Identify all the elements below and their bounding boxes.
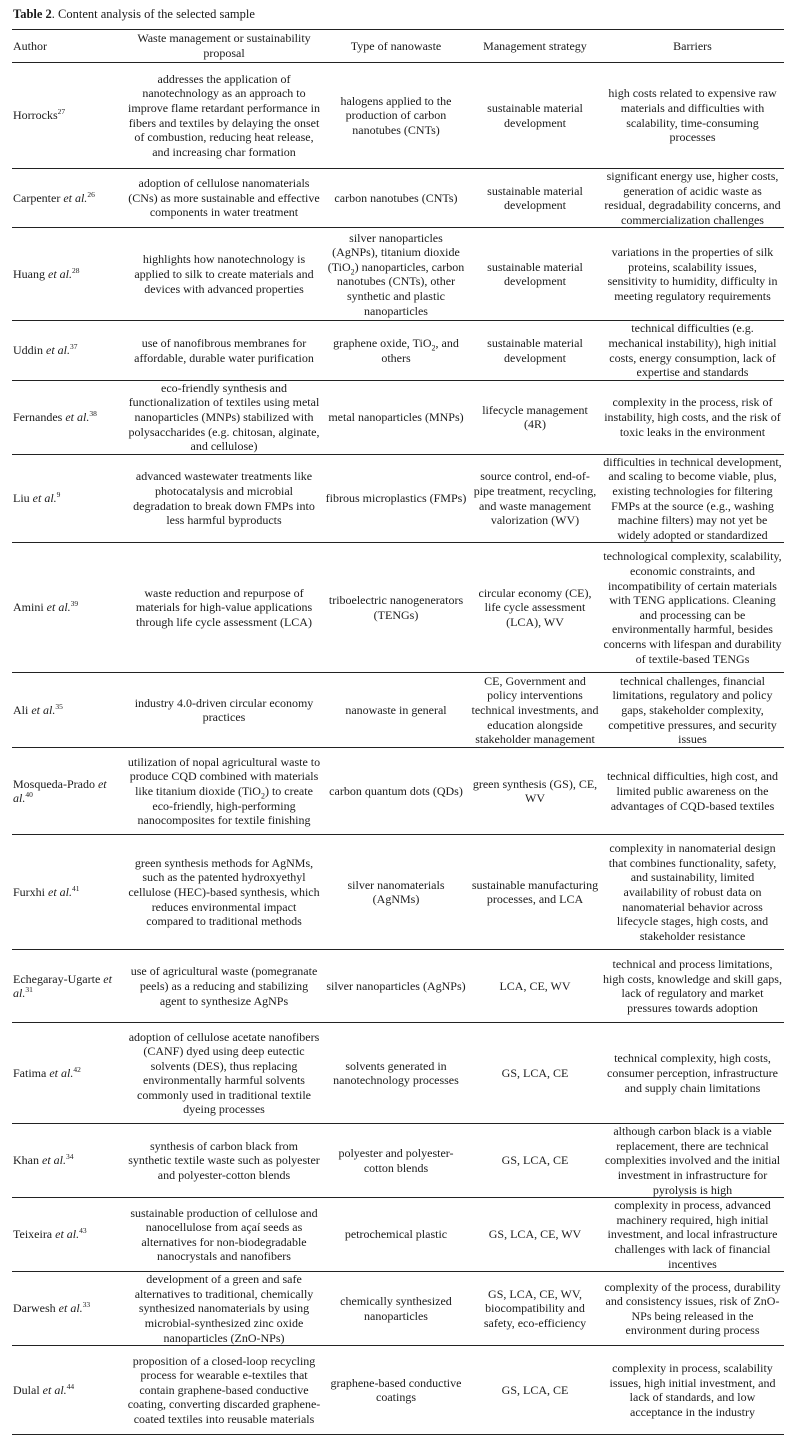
cell-barriers: high costs related to expensive raw materials and difficulties with scalability, time-consuming processes [601, 63, 784, 169]
author-name: Liu [13, 491, 33, 506]
author-etal: et al. [48, 267, 72, 282]
table-row [12, 748, 784, 835]
cell-barriers: complexity in nanomaterial design that combines functionality, safety, and sustainability, limited availability of robust data on nanomaterial behavior across lifecycle stages, high costs, and stakeholder resistance [601, 835, 784, 950]
cell-author [12, 228, 125, 321]
cell-type: graphene-based conductive coatings [323, 1346, 469, 1435]
cell-type [323, 228, 469, 321]
cell-author [12, 380, 125, 454]
cell-type: polyester and polyester-cotton blends [323, 1124, 469, 1198]
reference-number: 9 [56, 490, 61, 500]
cell-proposal: eco-friendly synthesis and functionalization of textiles using metal nanoparticles (MNPs) stabilized with polysaccharides (e.g. chitosan, alginate, and cellulose) [125, 380, 323, 454]
cell-barriers: technical complexity, high costs, consumer perception, infrastructure and supply chain limitations [601, 1023, 784, 1124]
cell-type: silver nanomaterials (AgNMs) [323, 835, 469, 950]
table-row [12, 169, 784, 228]
cell-proposal: industry 4.0-driven circular economy practices [125, 673, 323, 748]
cell-author [12, 1124, 125, 1198]
author-etal: et al. [31, 702, 56, 717]
cell-proposal: waste reduction and repurpose of materials for high-value applications through life cycle assessment (LCA) [125, 543, 323, 673]
table-row [12, 543, 784, 673]
cell-barriers: complexity in the process, risk of instability, high costs, and the risk of toxic leaks in the environment [601, 380, 784, 454]
cell-author [12, 1272, 125, 1346]
cell-barriers: complexity in process, scalability issues, high initial investment, and lack of standards, and low acceptance in the industry [601, 1346, 784, 1435]
cell-proposal-pre: utilization of nopal agricultural waste to produce CQD combined with materials like titanium dioxide (TiO [127, 754, 321, 798]
cell-proposal: synthesis of carbon black from synthetic textile waste such as polyester and polyester-cotton blends [125, 1124, 323, 1198]
cell-proposal: adoption of cellulose acetate nanofibers (CANF) dyed using deep eutectic solvents (DES), thus replacing environmentally harmful solvents commonly used in traditional textile dyeing processes [125, 1023, 323, 1124]
table-row [12, 63, 784, 169]
author-name: Khan [13, 1153, 42, 1168]
table-row [12, 1023, 784, 1124]
table-row [12, 950, 784, 1023]
author-name: Mosqueda-Prado [13, 776, 98, 791]
cell-strategy: GS, LCA, CE, WV [469, 1198, 601, 1272]
cell-strategy: circular economy (CE), life cycle assessment (LCA), WV [469, 543, 601, 673]
table-caption [13, 6, 255, 22]
reference-number: 26 [87, 189, 95, 199]
author-name: Huang [13, 267, 48, 282]
table-header-row [12, 30, 784, 63]
author-etal: et al. [55, 1227, 80, 1242]
cell-author [12, 673, 125, 748]
cell-type: silver nanoparticles (AgNPs) [323, 950, 469, 1023]
cell-author [12, 1023, 125, 1124]
cell-type: fibrous microplastics (FMPs) [323, 454, 469, 543]
cell-barriers: complexity in process, advanced machinery required, high initial investment, and local infrastructure challenges with lack of financial incentives [601, 1198, 784, 1272]
cell-barriers: variations in the properties of silk proteins, scalability issues, sensitivity to humidity, difficulty in meeting regulatory requirements [601, 228, 784, 321]
reference-number: 28 [72, 266, 80, 276]
cell-strategy: GS, LCA, CE, WV, biocompatibility and safety, eco-efficiency [469, 1272, 601, 1346]
reference-number: 44 [66, 1381, 75, 1391]
cell-strategy: green synthesis (GS), CE, WV [469, 748, 601, 835]
cell-type-pre: silver nanoparticles (AgNPs), titanium dioxide (TiO [327, 230, 460, 274]
cell-proposal [125, 748, 323, 835]
cell-barriers: although carbon black is a viable replacement, there are technical complexities involved and the initial investment in infrastructure for pyrolysis is high [601, 1124, 784, 1198]
reference-number: 40 [25, 790, 33, 800]
cell-proposal: addresses the application of nanotechnology as an approach to improve flame retardant performance in fibers and textiles by delaying the onset of combustion, reducing heat release, and increasing char formation [125, 63, 323, 169]
table-row [12, 1198, 784, 1272]
cell-strategy: lifecycle management (4R) [469, 380, 601, 454]
cell-barriers: complexity of the process, durability and consistency issues, risk of ZnO-NPs being released in the environment during process [601, 1272, 784, 1346]
table-row [12, 228, 784, 321]
cell-proposal: development of a green and safe alternatives to traditional, chemically synthesized nanomaterials by using microbial-synthesized zinc oxide nanoparticles (ZnO-NPs) [125, 1272, 323, 1346]
author-etal: et al. [65, 409, 90, 424]
cell-barriers: technical difficulties (e.g. mechanical instability), high initial costs, energy consumption, lack of expertise and standards [601, 321, 784, 380]
cell-author [12, 321, 125, 380]
cell-proposal: use of nanofibrous membranes for affordable, durable water purification [125, 321, 323, 380]
cell-barriers: technological complexity, scalability, economic constraints, and incompatibility of certain materials with TENG applications. Cleaning and processing can be environmentally harmful, besides concerns with lifespan and durability of textile-based TENGs [601, 543, 784, 673]
author-name: Amini [13, 600, 47, 615]
table-row [12, 380, 784, 454]
author-etal: et al. [46, 343, 70, 358]
reference-number: 39 [70, 599, 79, 609]
author-name: Fatima [13, 1065, 50, 1080]
author-name: Uddin [13, 343, 46, 358]
cell-strategy: GS, LCA, CE [469, 1124, 601, 1198]
cell-author [12, 169, 125, 228]
cell-type: halogens applied to the production of carbon nanotubes (CNTs) [323, 63, 469, 169]
author-etal: et al. [13, 776, 107, 806]
cell-type [323, 321, 469, 380]
author-etal: et al. [58, 1301, 83, 1316]
cell-author [12, 454, 125, 543]
cell-strategy: GS, LCA, CE [469, 1023, 601, 1124]
cell-author [12, 748, 125, 835]
cell-strategy: sustainable material development [469, 321, 601, 380]
cell-strategy: sustainable material development [469, 169, 601, 228]
author-name: Furxhi [13, 884, 49, 899]
cell-type: solvents generated in nanotechnology processes [323, 1023, 469, 1124]
reference-number: 41 [72, 883, 80, 893]
cell-author [12, 543, 125, 673]
author-etal: et al. [42, 1153, 66, 1168]
cell-barriers: technical and process limitations, high costs, knowledge and skill gaps, lack of regulatory and market pressures towards adoption [601, 950, 784, 1023]
author-etal: et al. [63, 190, 88, 205]
cell-author [12, 1198, 125, 1272]
reference-number: 34 [66, 1152, 74, 1162]
cell-type: triboelectric nanogenerators (TENGs) [323, 543, 469, 673]
cell-barriers: technical challenges, financial limitations, regulatory and policy gaps, stakeholder complexity, competitive pressures, and security issues [601, 673, 784, 748]
column-header-author: Author [12, 30, 125, 63]
author-name: Fernandes [13, 409, 66, 424]
cell-type-sub: 2 [350, 267, 355, 277]
author-name: Dulal [13, 1382, 43, 1397]
author-etal: et al. [48, 884, 73, 899]
cell-proposal: adoption of cellulose nanomaterials (CNs) as more sustainable and effective components in water treatment [125, 169, 323, 228]
reference-number: 33 [82, 1300, 91, 1310]
cell-strategy: sustainable material development [469, 228, 601, 321]
cell-barriers: significant energy use, higher costs, generation of acidic waste as residual, degradability concerns, and commercialization challenges [601, 169, 784, 228]
reference-number: 37 [70, 342, 78, 352]
table-row [12, 673, 784, 748]
author-name: Teixeira [13, 1227, 56, 1242]
reference-number: 27 [57, 107, 66, 117]
cell-strategy: CE, Government and policy interventions technical investments, and education alongside stakeholder management [469, 673, 601, 748]
cell-proposal-post: ) to create eco-friendly, high-performing nanocomposites for textile finishing [137, 783, 313, 828]
cell-type-pre: graphene oxide, TiO [333, 335, 432, 350]
reference-number: 31 [25, 985, 33, 995]
cell-strategy: source control, end-of-pipe treatment, recycling, and waste management valorization (WV) [469, 454, 601, 543]
reference-number: 38 [89, 408, 97, 418]
reference-number: 35 [55, 701, 63, 711]
author-etal: et al. [13, 971, 112, 1001]
cell-type: nanowaste in general [323, 673, 469, 748]
table-row [12, 1124, 784, 1198]
cell-proposal-sub: 2 [260, 791, 265, 801]
content-analysis-table [12, 29, 784, 1435]
cell-author [12, 1346, 125, 1435]
reference-number: 42 [73, 1064, 81, 1074]
cell-author [12, 835, 125, 950]
table-row [12, 454, 784, 543]
cell-barriers: technical difficulties, high cost, and limited public awareness on the advantages of CQD-based textiles [601, 748, 784, 835]
cell-author [12, 950, 125, 1023]
author-name: Darwesh [13, 1301, 59, 1316]
cell-type-post: ) nanoparticles, carbon nanotubes (CNTs), other synthetic and plastic nanoparticles [336, 259, 465, 318]
cell-type: petrochemical plastic [323, 1198, 469, 1272]
cell-strategy: LCA, CE, WV [469, 950, 601, 1023]
cell-strategy: sustainable material development [469, 63, 601, 169]
table-body [12, 63, 784, 1435]
cell-strategy: sustainable manufacturing processes, and LCA [469, 835, 601, 950]
cell-proposal: sustainable production of cellulose and nanocellulose from açaí seeds as alternatives for non-biodegradable nanocrystals and nanofibers [125, 1198, 323, 1272]
author-etal: et al. [46, 600, 71, 615]
column-header-barriers: Barriers [601, 30, 784, 63]
column-header-type: Type of nanowaste [323, 30, 469, 63]
cell-strategy: GS, LCA, CE [469, 1346, 601, 1435]
author-etal: et al. [49, 1065, 74, 1080]
author-name: Ali [13, 702, 32, 717]
column-header-strategy: Management strategy [469, 30, 601, 63]
cell-barriers: difficulties in technical development, and scaling to become viable, plus, existing technologies for filtering FMPs at the source (e.g., washing machine filters) may not yet be widely adopted or standardized [601, 454, 784, 543]
author-name: Carpenter [13, 190, 64, 205]
table-row [12, 1346, 784, 1435]
table-row [12, 321, 784, 380]
cell-type: metal nanoparticles (MNPs) [323, 380, 469, 454]
cell-proposal: proposition of a closed-loop recycling process for wearable e-textiles that contain graphene-based conductive coating, converting discarded graphene-coated textiles into reusable materials [125, 1346, 323, 1435]
reference-number: 43 [79, 1226, 87, 1236]
table-row [12, 1272, 784, 1346]
cell-type: carbon quantum dots (QDs) [323, 748, 469, 835]
author-name: Echegaray-Ugarte [13, 971, 104, 986]
cell-author [12, 63, 125, 169]
author-etal: et al. [32, 491, 57, 506]
cell-type-sub: 2 [431, 343, 436, 353]
author-etal: et al. [42, 1382, 67, 1397]
cell-type-post: , and others [381, 335, 459, 365]
cell-type: chemically synthesized nanoparticles [323, 1272, 469, 1346]
cell-proposal: highlights how nanotechnology is applied to silk to create materials and devices with advanced properties [125, 228, 323, 321]
author-name: Horrocks [13, 108, 58, 123]
table-row [12, 835, 784, 950]
table-label: Table 2 [13, 7, 52, 21]
cell-proposal: advanced wastewater treatments like photocatalysis and microbial degradation to break down FMPs into less harmful byproducts [125, 454, 323, 543]
cell-proposal: green synthesis methods for AgNMs, such as the patented hydroxyethyl cellulose (HEC)-based synthesis, which reduces environmental impact compared to traditional methods [125, 835, 323, 950]
column-header-proposal: Waste management or sustainability proposal [125, 30, 323, 63]
cell-proposal: use of agricultural waste (pomegranate peels) as a reducing and stabilizing agent to synthesize AgNPs [125, 950, 323, 1023]
cell-type: carbon nanotubes (CNTs) [323, 169, 469, 228]
table-title: . Content analysis of the selected sample [51, 7, 255, 21]
